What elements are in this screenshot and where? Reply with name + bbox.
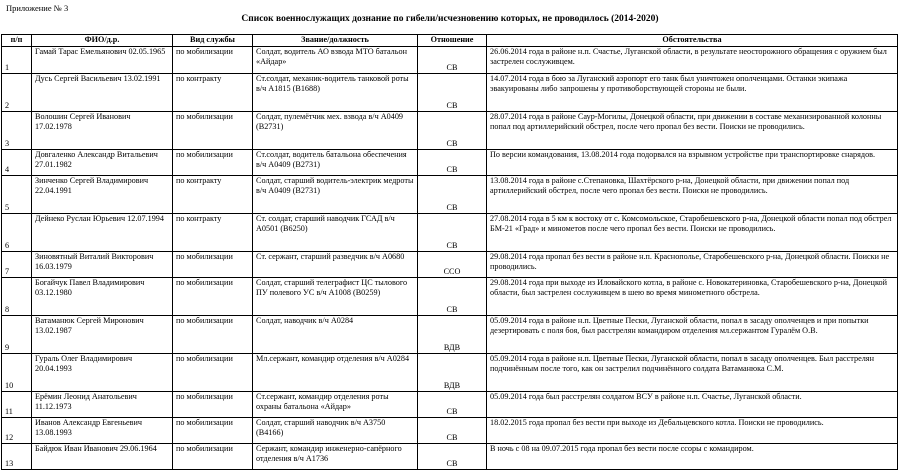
cell-name: Зинченко Сергей Владимирович 22.04.1991 <box>32 176 173 214</box>
table-row <box>2 316 898 354</box>
document-title: Список военнослужащих дознание по гибели/исчезновению которых, не проводилось (2014-2020) <box>241 14 659 24</box>
cell-relation: СВ <box>418 418 487 444</box>
cell-name: Ерёмин Леонид Анатольевич 11.12.1973 <box>32 392 173 418</box>
cell-relation: ВДВ <box>418 354 487 392</box>
cell-circumstances: 26.06.2014 года в районе н.п. Счастье, Луганской области, в результате неосторожного обращения с оружием был застрелен сослуживцем. <box>487 47 898 74</box>
cell-service: по мобилизации <box>173 150 253 176</box>
table-row <box>2 74 898 112</box>
cell-rank: Ст.солдат, водитель батальона обеспечения в/ч А0409 (В2731) <box>253 150 418 176</box>
table-row <box>2 444 898 470</box>
cell-rank: Солдат, водитель АО взвода МТО батальон «Айдар» <box>253 47 418 74</box>
header-circumstances: Обстоятельства <box>487 35 898 47</box>
cell-circumstances: 18.02.2015 года пропал без вести при выходе из Дебальцевского котла. Поиски не проводились. <box>487 418 898 444</box>
cell-service: по мобилизации <box>173 418 253 444</box>
cell-circumstances: 28.07.2014 года в районе Саур-Могилы, Донецкой области, при движении в составе механизированной колонны попал под артиллерийский обстрел, после чего пропал без вести. Поиски не проводились. <box>487 112 898 150</box>
table-row <box>2 112 898 150</box>
cell-rank: Солдат, наводчик в/ч А0284 <box>253 316 418 354</box>
cell-service: по контракту <box>173 176 253 214</box>
cell-relation: СВ <box>418 176 487 214</box>
cell-rank: Ст. солдат, старший наводчик ГСАД в/ч А0501 (В6250) <box>253 214 418 252</box>
cell-service: по контракту <box>173 214 253 252</box>
header-rank: Звание/должность <box>253 35 418 47</box>
cell-service: по мобилизации <box>173 47 253 74</box>
cell-circumstances: По версии командования, 13.08.2014 года подорвался на взрывном устройстве при транспортировке снарядов. <box>487 150 898 176</box>
cell-num: 5 <box>2 176 32 214</box>
cell-circumstances: 05.09.2014 года в районе н.п. Цветные Пески, Луганской области, попал в засаду ополченцев. Был расстрелян подчинённым после того, как он застрелил подчинённого солдата Ватаманюка С.М. <box>487 354 898 392</box>
personnel-table <box>1 34 898 470</box>
cell-relation: СВ <box>418 278 487 316</box>
cell-relation: СВ <box>418 392 487 418</box>
table-header-row <box>2 35 898 47</box>
cell-name: Богайчук Павел Владимирович 03.12.1980 <box>32 278 173 316</box>
cell-num: 11 <box>2 392 32 418</box>
cell-service: по контракту <box>173 74 253 112</box>
cell-name: Волошин Сергей Иванович 17.02.1978 <box>32 112 173 150</box>
header-name: ФИО/д.р. <box>32 35 173 47</box>
cell-name: Гамай Тарас Емельянович 02.05.1965 <box>32 47 173 74</box>
cell-circumstances: 29.08.2014 года при выходе из Иловайского котла, в районе с. Новокатериновка, Старобешевского р-на, Донецкой области, был застрелен сослуживцем в шею во время минометного обстрела. <box>487 278 898 316</box>
header-relation: Отношение <box>418 35 487 47</box>
cell-num: 7 <box>2 252 32 278</box>
appendix-label: Приложение № 3 <box>6 3 69 13</box>
cell-rank: Ст.солдат, механик-водитель танковой роты в/ч А1815 (В1688) <box>253 74 418 112</box>
cell-relation: ВДВ <box>418 316 487 354</box>
cell-rank: Мл.сержант, командир отделения в/ч А0284 <box>253 354 418 392</box>
cell-num: 1 <box>2 47 32 74</box>
cell-num: 2 <box>2 74 32 112</box>
cell-service: по мобилизации <box>173 112 253 150</box>
cell-num: 8 <box>2 278 32 316</box>
cell-relation: СВ <box>418 214 487 252</box>
header-service: Вид службы <box>173 35 253 47</box>
table-row <box>2 176 898 214</box>
cell-rank: Солдат, старший телеграфист ЦС тылового ПУ полевого УС в/ч А1008 (В0259) <box>253 278 418 316</box>
cell-num: 9 <box>2 316 32 354</box>
cell-rank: Солдат, пулемётчик мех. взвода в/ч А0409 (В2731) <box>253 112 418 150</box>
cell-num: 4 <box>2 150 32 176</box>
table-row <box>2 47 898 74</box>
cell-circumstances: 13.08.2014 года в районе с.Степановка, Шахтёрского р-на, Донецкой области, при движении попал под артиллерийский обстрел, после чего пропал без вести. Поиски не проводились. <box>487 176 898 214</box>
cell-num: 6 <box>2 214 32 252</box>
cell-service: по мобилизации <box>173 252 253 278</box>
cell-service: по мобилизации <box>173 444 253 470</box>
cell-circumstances: 05.09.2014 года в районе н.п. Цветные Пески, Луганской области, попал в засаду ополченцев и при попытки дезертировать с поля боя, был расстрелян командиром отделения мл.сержантом Гуралём О.В. <box>487 316 898 354</box>
cell-relation: СВ <box>418 74 487 112</box>
cell-relation: СВ <box>418 444 487 470</box>
cell-circumstances: 29.08.2014 года пропал без вести в районе н.п. Краснополье, Старобешевского р-на, Донецкой области. Поиски не проводились. <box>487 252 898 278</box>
cell-service: по мобилизации <box>173 278 253 316</box>
cell-circumstances: В ночь с 08 на 09.07.2015 года пропал без вести после ссоры с командиром. <box>487 444 898 470</box>
cell-rank: Сержант, командир инженерно-сапёрного отделения в/ч А1736 <box>253 444 418 470</box>
table-row <box>2 392 898 418</box>
table-row <box>2 354 898 392</box>
cell-circumstances: 27.08.2014 года в 5 км к востоку от с. Комсомольское, Старобешевского р-на, Донецкой области попал под обстрел БМ-21 «Град» и минометов после чего пропал без вести. Поиски не проводились. <box>487 214 898 252</box>
cell-name: Зиновятный Виталий Викторович 16.03.1979 <box>32 252 173 278</box>
cell-rank: Солдат, старший водитель-электрик медроты в/ч А0409 (В2731) <box>253 176 418 214</box>
cell-service: по мобилизации <box>173 316 253 354</box>
cell-relation: СВ <box>418 150 487 176</box>
table-row <box>2 418 898 444</box>
cell-rank: Солдат, старший наводчик в/ч А3750 (В4166) <box>253 418 418 444</box>
cell-service: по мобилизации <box>173 392 253 418</box>
cell-name: Дусь Сергей Васильевич 13.02.1991 <box>32 74 173 112</box>
table-row <box>2 252 898 278</box>
cell-num: 3 <box>2 112 32 150</box>
cell-name: Байдюк Иван Иванович 29.06.1964 <box>32 444 173 470</box>
cell-num: 12 <box>2 418 32 444</box>
cell-name: Ватаманюк Сергей Миронович 13.02.1987 <box>32 316 173 354</box>
cell-circumstances: 05.09.2014 года был расстрелян солдатом ВСУ в районе н.п. Счастье, Луганской области. <box>487 392 898 418</box>
header-num: п/п <box>2 35 32 47</box>
table-row <box>2 278 898 316</box>
cell-name: Дейнеко Руслан Юрьевич 12.07.1994 <box>32 214 173 252</box>
cell-relation: СВ <box>418 47 487 74</box>
cell-rank: Ст.сержант, командир отделения роты охраны батальона «Айдар» <box>253 392 418 418</box>
table-row <box>2 214 898 252</box>
cell-name: Гураль Олег Владимирович 20.04.1993 <box>32 354 173 392</box>
cell-service: по мобилизации <box>173 354 253 392</box>
cell-num: 13 <box>2 444 32 470</box>
cell-relation: СВ <box>418 112 487 150</box>
table-row <box>2 150 898 176</box>
cell-circumstances: 14.07.2014 года в бою за Луганский аэропорт его танк был уничтожен ополченцами. Останки экипажа эвакуированы либо запрошены у противоборствующей стороны не были. <box>487 74 898 112</box>
cell-rank: Ст. сержант, старший разведчик в/ч А0680 <box>253 252 418 278</box>
cell-name: Довгаленко Александр Витальевич 27.01.1982 <box>32 150 173 176</box>
cell-num: 10 <box>2 354 32 392</box>
cell-name: Иванов Александр Евгеньевич 13.08.1993 <box>32 418 173 444</box>
cell-relation: ССО <box>418 252 487 278</box>
